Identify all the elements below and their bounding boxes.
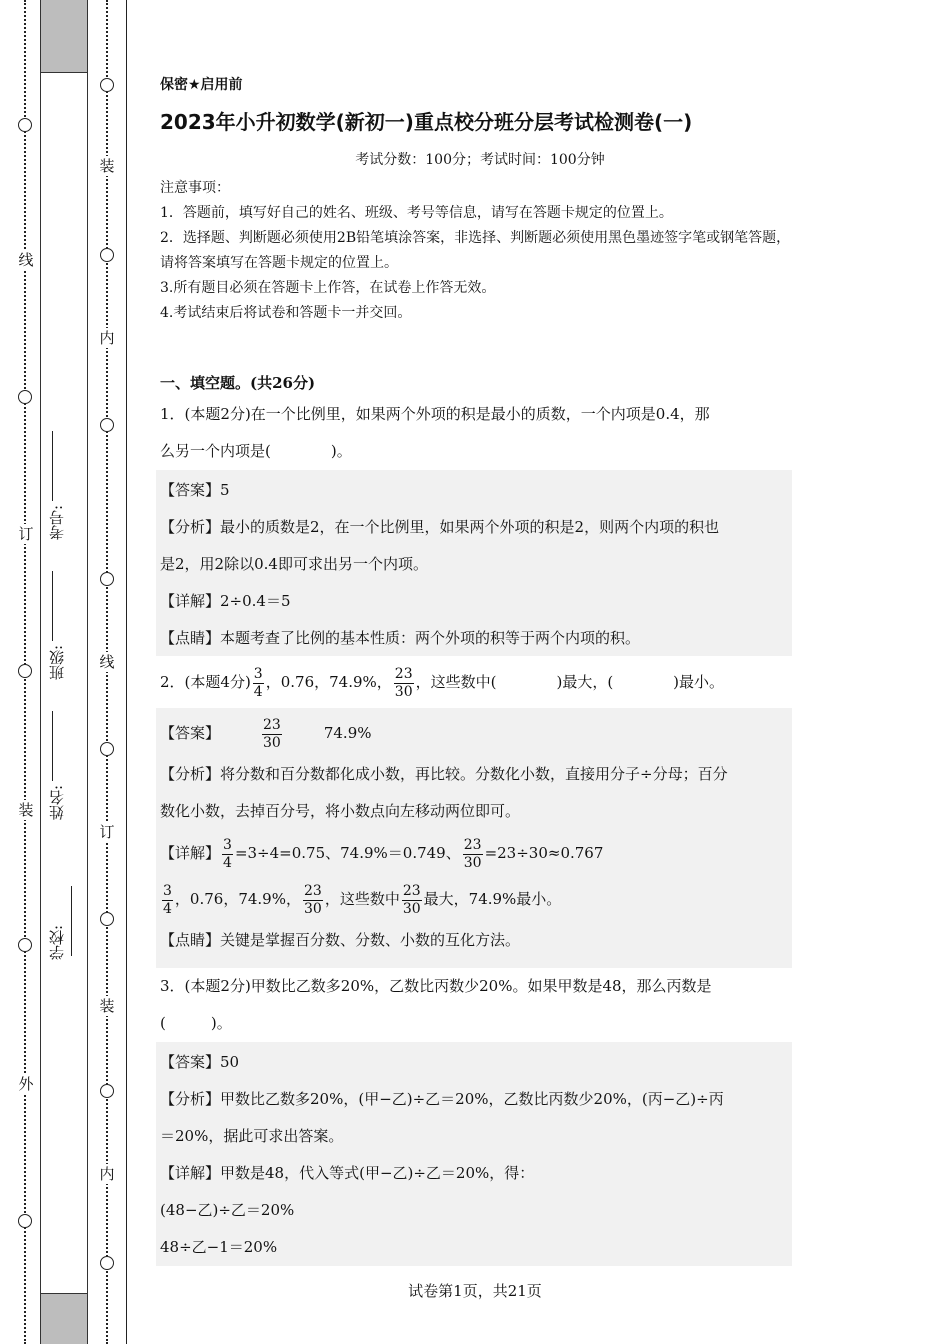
analysis: 【分析】甲数比乙数多20%，(甲−乙)÷乙＝20%，乙数比丙数少20%，(丙−乙)÷丙 xyxy=(160,1090,724,1108)
question-2: 2．(本题4分) $\frac{3}{4}$ ，0.76，74.9%， $\frac{23}{30}$ ，这些数中( )最大，( )最小。 xyxy=(160,665,725,700)
note-item: 4.考试结束后将试卷和答题卡一并交回。 xyxy=(160,305,412,321)
note-item: 3.所有题目必须在答题卡上作答，在试卷上作答无效。 xyxy=(160,280,496,296)
fraction: $\frac{23}{30}$ xyxy=(402,882,421,917)
question-1 xyxy=(160,396,792,470)
class-field xyxy=(46,560,86,680)
fraction: $\frac{3}{4}$ xyxy=(253,665,263,700)
outer-mark-zhuang: 装 xyxy=(16,800,36,820)
student-info-panel xyxy=(41,72,87,1294)
name-field xyxy=(46,700,86,820)
answer-block-3 xyxy=(156,1042,792,1266)
detail: 【详解】甲数是48，代入等式(甲−乙)÷乙＝20%，得： xyxy=(160,1164,535,1182)
school-label: 学校: xyxy=(48,924,66,960)
fraction: $\frac{23}{30}$ xyxy=(394,665,413,700)
section-heading: 一、填空题。(共26分) xyxy=(160,374,316,392)
fraction: $\frac{23}{30}$ xyxy=(263,716,281,751)
outer-mark-xian: 线 xyxy=(16,250,36,270)
name-label: 姓名: xyxy=(48,784,66,820)
answer: 【答案】50 xyxy=(160,1053,240,1071)
detail: 【详解】 $\frac{3}{4}$ =3÷4=0.75、74.9%＝0.749、 $\frac{23}{30}$ =23÷30≈0.767 xyxy=(160,836,604,871)
school-field xyxy=(46,870,86,960)
page-footer: 试卷第1页，共21页 xyxy=(408,1282,542,1300)
question-3 xyxy=(160,968,792,1042)
fraction: $\frac{23}{30}$ xyxy=(303,882,322,917)
analysis: 数化小数，去掉百分号，将小数点向左移动两位即可。 xyxy=(160,802,521,820)
inner-mark-nei: 内 xyxy=(97,1164,117,1184)
exam-id-field xyxy=(46,400,86,540)
analysis: 【分析】最小的质数是2，在一个比例里，如果两个外项的积是2，则两个内项的积也 xyxy=(160,518,720,536)
notes xyxy=(160,176,800,326)
exam-info: 考试分数：100分；考试时间：100分钟 xyxy=(355,152,605,168)
inner-mark-nei: 内 xyxy=(97,328,117,348)
binding-circle xyxy=(100,1256,114,1270)
binding-circle xyxy=(100,1084,114,1098)
question-text: 1．(本题2分)在一个比例里，如果两个外项的积是最小的质数，一个内项是0.4，那 xyxy=(160,405,710,423)
detail-result: $\frac{3}{4}$ ，0.76，74.9%， $\frac{23}{30}$ ，这些数中 $\frac{23}{30}$ 最大，74.9%最小。 xyxy=(163,882,562,917)
analysis: 是2，用2除以0.4即可求出另一个内项。 xyxy=(160,555,428,573)
inner-mark-xian: 线 xyxy=(97,652,117,672)
binding-circle xyxy=(100,248,114,262)
analysis: 【分析】将分数和百分数都化成小数，再比较。分数化小数，直接用分子÷分母；百分 xyxy=(160,765,728,783)
outer-mark-wai: 外 xyxy=(16,1074,36,1094)
question-text: 3．(本题2分)甲数比乙数多20%，乙数比丙数少20%。如果甲数是48，那么丙数是 xyxy=(160,977,712,995)
answer: 【答案】5 xyxy=(160,481,230,499)
comment: 【点睛】关键是掌握百分数、分数、小数的互化方法。 xyxy=(160,931,521,949)
binding-margin xyxy=(0,0,132,1344)
binding-circle xyxy=(100,912,114,926)
inner-border-line xyxy=(126,0,127,1344)
fraction: $\frac{23}{30}$ xyxy=(463,836,482,871)
note-item: 1．答题前，填写好自己的姓名、班级、考号等信息，请写在答题卡规定的位置上。 xyxy=(160,205,673,221)
equation: 48÷乙−1＝20% xyxy=(160,1238,278,1256)
binding-circle xyxy=(100,78,114,92)
answer: 【答案】 $\frac{23}{30}$ 74.9% xyxy=(160,716,372,751)
binding-circle xyxy=(100,742,114,756)
outer-mark-ding: 订 xyxy=(16,524,36,544)
fraction: $\frac{3}{4}$ xyxy=(163,882,172,917)
inner-mark-ding: 订 xyxy=(97,822,117,842)
note-item: 2．选择题、判断题必须使用2B铅笔填涂答案，非选择、判断题必须使用黑色墨迹签字笔或钢笔答题，请将答案填写在答题卡规定的位置上。 xyxy=(160,230,791,271)
inner-dotted-line xyxy=(106,0,110,1344)
notes-title: 注意事项： xyxy=(160,180,230,196)
binding-circle xyxy=(18,118,32,132)
binding-circle xyxy=(18,390,32,404)
answer-block-1 xyxy=(156,470,792,656)
question-text: 么另一个内项是( )。 xyxy=(160,442,352,460)
detail: 【详解】2÷0.4＝5 xyxy=(160,592,291,610)
comment: 【点睛】本题考查了比例的基本性质：两个外项的积等于两个内项的积。 xyxy=(160,629,641,647)
answer-block-2 xyxy=(156,708,792,968)
inner-mark-zhuang: 装 xyxy=(97,996,117,1016)
equation: (48−乙)÷乙＝20% xyxy=(160,1201,295,1219)
analysis: ＝20%，据此可求出答案。 xyxy=(160,1127,344,1145)
binding-circle xyxy=(100,572,114,586)
page-title: 2023年小升初数学(新初一)重点校分班分层考试检测卷(一) xyxy=(160,110,693,134)
question-text: ( )。 xyxy=(160,1014,232,1032)
binding-circle xyxy=(18,1214,32,1228)
class-label: 班级: xyxy=(48,644,66,680)
binding-circle xyxy=(18,938,32,952)
binding-circle xyxy=(100,418,114,432)
fraction: $\frac{3}{4}$ xyxy=(223,836,232,871)
inner-mark-zhuang: 装 xyxy=(97,156,117,176)
binding-circle xyxy=(18,664,32,678)
secret-label: 保密★启用前 xyxy=(160,77,243,93)
exam-id-label: 考号: xyxy=(48,504,66,540)
